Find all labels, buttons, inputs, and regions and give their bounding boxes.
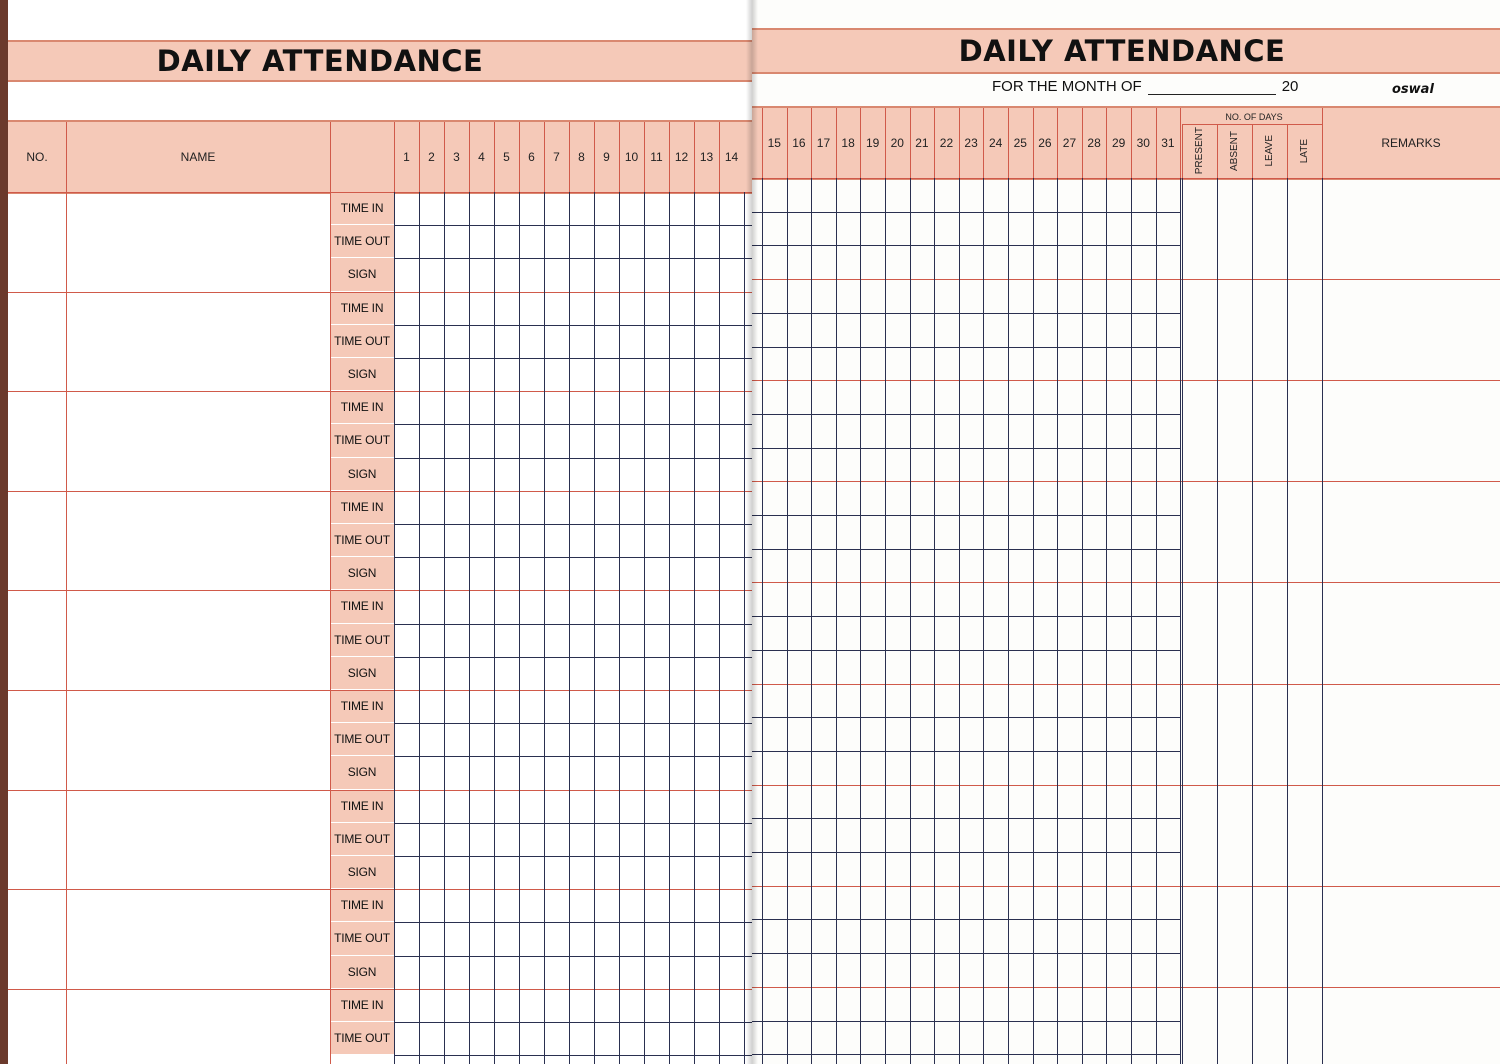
- header-divider: [330, 122, 331, 192]
- month-label: FOR THE MONTH OF: [992, 78, 1142, 95]
- day-column-rule: [394, 192, 395, 1064]
- day-header: 25: [1013, 136, 1027, 150]
- day-header: 14: [724, 150, 739, 164]
- no-of-days-column-label: PRESENT: [1194, 127, 1205, 175]
- member-divider: [8, 989, 752, 990]
- right-header-row: [752, 106, 1500, 180]
- day-column-rule: [1008, 178, 1009, 1064]
- header-divider: [1156, 108, 1157, 178]
- day-column-rule: [1033, 178, 1034, 1064]
- no-header: NO.: [26, 150, 48, 164]
- header-divider: [644, 122, 645, 192]
- member-divider: [752, 987, 1500, 988]
- name-header: NAME: [180, 150, 216, 164]
- header-divider: [1057, 108, 1058, 178]
- header-divider: [1182, 124, 1183, 178]
- member-divider: [752, 279, 1500, 280]
- day-header: 1: [403, 150, 410, 164]
- slot-rule: [752, 1054, 1180, 1055]
- slot-rule: [394, 956, 752, 957]
- slot-label: SIGN: [330, 557, 394, 590]
- day-header: 19: [866, 136, 880, 150]
- day-header: 31: [1161, 136, 1175, 150]
- member-divider: [752, 582, 1500, 583]
- day-column-rule: [594, 192, 595, 1064]
- slot-rule: [394, 657, 752, 658]
- month-blank[interactable]: [1148, 80, 1276, 95]
- day-column-rule: [744, 192, 745, 1064]
- member-divider: [8, 590, 752, 591]
- day-column-rule: [787, 178, 788, 1064]
- day-header: 8: [578, 150, 585, 164]
- slot-rule: [394, 225, 752, 226]
- header-divider: [983, 108, 984, 178]
- year-prefix: 20: [1281, 78, 1299, 95]
- slot-label: SIGN: [330, 358, 394, 391]
- day-column-rule: [444, 192, 445, 1064]
- slot-rule: [394, 1022, 752, 1023]
- slot-label: TIME IN: [330, 690, 394, 723]
- header-divider: [860, 108, 861, 178]
- no-of-days-column-label: ABSENT: [1229, 130, 1240, 171]
- slot-label: TIME IN: [330, 292, 394, 325]
- header-divider: [519, 122, 520, 192]
- day-column-rule: [860, 178, 861, 1064]
- no-of-days-column-rule: [1322, 178, 1323, 1064]
- no-of-days-label: NO. OF DAYS: [1225, 112, 1283, 122]
- day-header: 15: [767, 136, 781, 150]
- day-header: 2: [428, 150, 435, 164]
- no-of-days-column-header: [1287, 124, 1322, 178]
- header-divider: [959, 108, 960, 178]
- member-divider: [8, 391, 752, 392]
- slot-rule: [752, 1021, 1180, 1022]
- remarks-header: REMARKS: [1381, 136, 1441, 150]
- slot-rule: [394, 524, 752, 525]
- slot-label: TIME OUT: [330, 225, 394, 258]
- slot-rule: [394, 823, 752, 824]
- day-header: 26: [1038, 136, 1052, 150]
- header-divider: [1252, 124, 1253, 178]
- header-divider: [934, 108, 935, 178]
- header-divider: [1182, 124, 1322, 125]
- header-divider: [1008, 108, 1009, 178]
- slot-rule: [394, 922, 752, 923]
- day-column-rule: [644, 192, 645, 1064]
- member-divider: [752, 886, 1500, 887]
- header-divider: [719, 122, 720, 192]
- slot-rule: [752, 448, 1180, 449]
- slot-rule: [394, 723, 752, 724]
- slot-label: SIGN: [330, 657, 394, 690]
- day-header: 16: [792, 136, 806, 150]
- slot-label: TIME IN: [330, 889, 394, 922]
- slot-rule: [394, 624, 752, 625]
- slot-label: TIME IN: [330, 391, 394, 424]
- day-header: 29: [1112, 136, 1126, 150]
- header-divider: [910, 108, 911, 178]
- slot-label: TIME IN: [330, 790, 394, 823]
- header-divider: [762, 108, 763, 178]
- day-column-rule: [811, 178, 812, 1064]
- member-divider: [8, 292, 752, 293]
- slot-rule: [394, 424, 752, 425]
- header-divider: [1180, 108, 1181, 178]
- day-column-rule: [1057, 178, 1058, 1064]
- slot-rule: [394, 325, 752, 326]
- right-page: [752, 0, 1500, 1064]
- left-header-row: [8, 120, 752, 194]
- slot-rule: [752, 919, 1180, 920]
- slot-rule: [752, 313, 1180, 314]
- slot-rule: [752, 852, 1180, 853]
- slot-rule: [752, 953, 1180, 954]
- day-header: 24: [989, 136, 1003, 150]
- slot-label: TIME OUT: [330, 723, 394, 756]
- header-divider: [544, 122, 545, 192]
- header-divider: [569, 122, 570, 192]
- slot-label: SIGN: [330, 458, 394, 491]
- no-of-days-column-header: [1182, 124, 1217, 178]
- slot-rule: [394, 458, 752, 459]
- header-divider: [1287, 124, 1288, 178]
- slot-label: SIGN: [330, 956, 394, 989]
- header-divider: [494, 122, 495, 192]
- slot-rule: [752, 717, 1180, 718]
- slot-label: TIME IN: [330, 590, 394, 623]
- header-divider: [1082, 108, 1083, 178]
- day-header: 9: [603, 150, 610, 164]
- day-column-rule: [885, 178, 886, 1064]
- header-divider: [66, 122, 67, 192]
- slot-label: TIME OUT: [330, 624, 394, 657]
- day-column-rule: [983, 178, 984, 1064]
- day-column-rule: [1106, 178, 1107, 1064]
- day-header: 4: [478, 150, 485, 164]
- day-header: 11: [650, 150, 663, 164]
- member-divider: [752, 481, 1500, 482]
- header-divider: [1033, 108, 1034, 178]
- slot-rule: [394, 557, 752, 558]
- day-column-rule: [719, 192, 720, 1064]
- day-header: 10: [624, 150, 639, 164]
- slot-rule: [394, 756, 752, 757]
- day-column-rule: [959, 178, 960, 1064]
- brand-logo: oswal: [1392, 82, 1434, 97]
- day-header: 30: [1136, 136, 1150, 150]
- slot-rule: [752, 751, 1180, 752]
- no-of-days-column-rule: [1287, 178, 1288, 1064]
- slot-rule: [752, 212, 1180, 213]
- slot-rule: [752, 414, 1180, 415]
- day-column-rule: [1156, 178, 1157, 1064]
- no-of-days-column-rule: [1252, 178, 1253, 1064]
- slot-label: TIME OUT: [330, 424, 394, 457]
- day-column-rule: [569, 192, 570, 1064]
- day-header: 23: [964, 136, 978, 150]
- slot-label: TIME OUT: [330, 1022, 394, 1055]
- member-divider: [8, 790, 752, 791]
- no-of-days-column-rule: [1217, 178, 1218, 1064]
- day-header: 28: [1087, 136, 1101, 150]
- day-column-rule: [469, 192, 470, 1064]
- slot-rule: [394, 358, 752, 359]
- slot-label: TIME OUT: [330, 325, 394, 358]
- header-divider: [444, 122, 445, 192]
- header-divider: [836, 108, 837, 178]
- day-header: 22: [939, 136, 954, 150]
- member-divider: [752, 785, 1500, 786]
- member-divider: [8, 690, 752, 691]
- day-column-rule: [419, 192, 420, 1064]
- slot-rule: [752, 616, 1180, 617]
- slot-rule: [752, 650, 1180, 651]
- column-rule: [66, 192, 67, 1064]
- day-column-rule: [494, 192, 495, 1064]
- day-column-rule: [910, 178, 911, 1064]
- day-header: 7: [553, 150, 560, 164]
- header-divider: [419, 122, 420, 192]
- day-column-rule: [1082, 178, 1083, 1064]
- slot-rule: [752, 515, 1180, 516]
- slot-label: TIME IN: [330, 989, 394, 1022]
- no-of-days-column-label: LEAVE: [1264, 135, 1275, 167]
- slot-rule: [394, 258, 752, 259]
- day-header: 27: [1062, 136, 1077, 150]
- header-divider: [669, 122, 670, 192]
- slot-rule: [752, 245, 1180, 246]
- day-column-rule: [519, 192, 520, 1064]
- member-divider: [752, 380, 1500, 381]
- member-divider: [752, 178, 1500, 179]
- day-column-rule: [669, 192, 670, 1064]
- slot-rule: [752, 347, 1180, 348]
- slot-rule: [394, 856, 752, 857]
- slot-label: SIGN: [330, 756, 394, 789]
- right-page-title: DAILY ATTENDANCE: [958, 34, 1286, 68]
- member-divider: [8, 889, 752, 890]
- day-column-rule: [934, 178, 935, 1064]
- day-header: 21: [915, 136, 929, 150]
- left-title-band: [8, 40, 752, 82]
- month-line: [992, 78, 1298, 95]
- left-page-title: DAILY ATTENDANCE: [156, 44, 484, 78]
- member-divider: [752, 684, 1500, 685]
- no-of-days-column-label: LATE: [1299, 138, 1310, 164]
- slot-label: SIGN: [330, 856, 394, 889]
- header-divider: [469, 122, 470, 192]
- header-divider: [1131, 108, 1132, 178]
- day-column-rule: [694, 192, 695, 1064]
- day-header: 13: [699, 150, 714, 164]
- slot-label: TIME IN: [330, 192, 394, 225]
- day-column-rule: [544, 192, 545, 1064]
- header-divider: [694, 122, 695, 192]
- slot-rule: [752, 818, 1180, 819]
- header-divider: [787, 108, 788, 178]
- header-divider: [594, 122, 595, 192]
- day-column-rule: [1131, 178, 1132, 1064]
- slot-rule: [752, 549, 1180, 550]
- day-header: 17: [816, 136, 831, 150]
- header-divider: [1106, 108, 1107, 178]
- day-column-rule: [619, 192, 620, 1064]
- day-header: 5: [503, 150, 510, 164]
- member-divider: [8, 491, 752, 492]
- day-column-rule: [836, 178, 837, 1064]
- slot-rule: [394, 1055, 752, 1056]
- no-of-days-column-header: [1252, 124, 1287, 178]
- slot-label: TIME IN: [330, 491, 394, 524]
- header-divider: [1217, 124, 1218, 178]
- day-header: 12: [674, 150, 689, 164]
- slot-label: TIME OUT: [330, 922, 394, 955]
- header-divider: [811, 108, 812, 178]
- slot-label: TIME OUT: [330, 823, 394, 856]
- header-divider: [394, 122, 395, 192]
- left-page: [8, 0, 752, 1064]
- slot-label: SIGN: [330, 258, 394, 291]
- header-divider: [619, 122, 620, 192]
- right-title-band: [752, 28, 1500, 74]
- no-of-days-column-header: [1217, 124, 1252, 178]
- column-rule: [330, 192, 331, 1064]
- header-divider: [885, 108, 886, 178]
- day-header: 3: [453, 150, 460, 164]
- day-header: 20: [890, 136, 904, 150]
- day-column-rule: [762, 178, 763, 1064]
- day-header: 6: [528, 150, 535, 164]
- slot-label: TIME OUT: [330, 524, 394, 557]
- day-header: 18: [841, 136, 855, 150]
- no-of-days-column-rule: [1182, 178, 1183, 1064]
- member-divider: [8, 192, 752, 193]
